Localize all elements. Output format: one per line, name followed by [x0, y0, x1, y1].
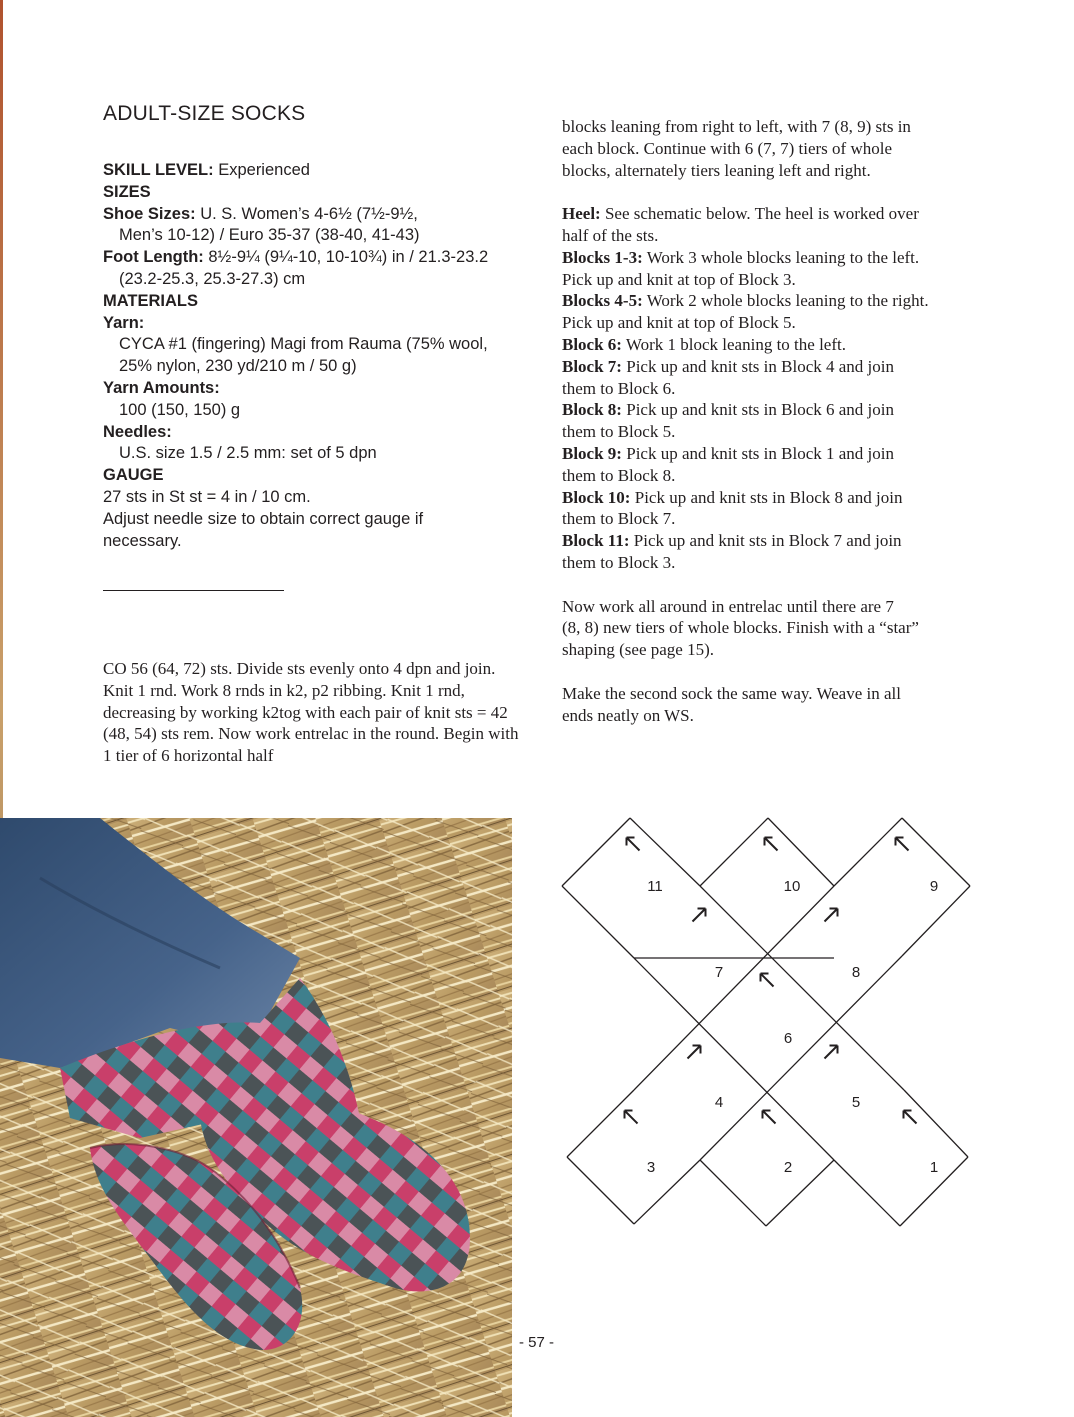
- heel-line: [562, 203, 982, 225]
- continued-line-2: each block. Continue with 6 (7, 7) tiers of whole: [562, 138, 893, 158]
- arrow-up-left-icon: [765, 838, 778, 851]
- intro-paragraph: CO 56 (64, 72) sts. Divide sts evenly onto 4 dpn and join. Knit 1 rnd. Work 8 rnds in k2, p2 ribbing. Knit 1 rnd, decreasing by working k2tog with each pair of knit sts = 42 (48, 54) sts rem. Now work entrelac in the round. Begin with 1 tier of 6 horizontal half: [103, 659, 519, 766]
- materials-heading: [103, 291, 513, 313]
- arrow-up-right-icon: [825, 909, 838, 922]
- needles-value: U.S. size 1.5 / 2.5 mm: set of 5 dpn: [119, 444, 377, 463]
- gauge-value-2: Adjust needle size to obtain correct gauge if: [103, 509, 424, 528]
- pattern-title: ADULT-SIZE SOCKS: [103, 102, 306, 125]
- block-number-label: 11: [647, 878, 663, 895]
- gauge-heading: [103, 465, 513, 487]
- arrow-up-left-icon: [625, 1111, 638, 1124]
- block-7-text: Pick up and knit sts in Block 4 and join: [621, 356, 894, 376]
- schematic-edge: [634, 1160, 700, 1224]
- yarn-amounts-value: 100 (150, 150) g: [119, 400, 241, 419]
- arrow-up-left-icon: [627, 838, 640, 851]
- foot-length-label: Foot Length:: [103, 248, 204, 267]
- block-8-text-2: them to Block 5.: [562, 422, 676, 442]
- blocks-1-3-label: Blocks 1-3:: [562, 247, 643, 267]
- block-number-label: 5: [851, 1094, 861, 1111]
- schematic-edge: [567, 1157, 634, 1224]
- block-11-line: [562, 530, 982, 552]
- block-number-label: 7: [714, 964, 724, 981]
- arrow-up-left-icon: [904, 1111, 917, 1124]
- sizes-heading: [103, 182, 513, 204]
- last-line-2: ends neatly on WS.: [562, 705, 694, 725]
- schematic-edge: [562, 886, 634, 958]
- block-number-label: 9: [929, 878, 939, 895]
- block-8-text: Pick up and knit sts in Block 6 and join: [621, 400, 894, 420]
- arrow-up-left-icon: [763, 1111, 776, 1124]
- shoe-sizes-value: U. S. Women’s 4-6½ (7½-9½,: [195, 204, 418, 223]
- blocks-4-5-line: [562, 290, 982, 312]
- skill-level-value: Experienced: [213, 161, 310, 179]
- block-11-text: Pick up and knit sts in Block 7 and join: [629, 531, 902, 551]
- continued-line-1: blocks leaning from right to left, with 7 (8, 9) sts in: [562, 117, 911, 136]
- paragraph-gap: [562, 661, 982, 683]
- yarn-label-text: Yarn:: [103, 313, 145, 332]
- gauge-value-3: necessary.: [103, 531, 182, 550]
- block-10-label: Block 10:: [562, 487, 631, 507]
- block-7-text-2: them to Block 6.: [562, 378, 676, 398]
- heel-text-1: See schematic below. The heel is worked over: [600, 204, 919, 224]
- needles-label: [103, 422, 513, 444]
- schematic-edge: [904, 1090, 968, 1157]
- schematic-edge: [630, 818, 700, 886]
- block-number-label: 8: [851, 964, 861, 981]
- arrow-up-right-icon: [693, 909, 706, 922]
- block-number-label: 10: [783, 878, 801, 895]
- separator-rule: [103, 590, 284, 591]
- block-6-text: Work 1 block leaning to the left.: [621, 334, 846, 354]
- schematic-edge: [700, 818, 768, 886]
- block-11-label: Block 11:: [562, 531, 630, 551]
- schematic-edge: [562, 818, 630, 886]
- shoe-sizes-value-2: Men’s 10-12) / Euro 35-37 (38-40, 41-43): [119, 226, 420, 245]
- block-9-text: Pick up and knit sts in Block 1 and join: [621, 443, 894, 463]
- schematic-edge: [567, 1090, 634, 1157]
- foot-length-value: 8½-9¼ (9¼-10, 10-10¾) in / 21.3-23.2: [203, 248, 489, 267]
- paragraph-gap: [562, 181, 982, 203]
- block-number-label: 4: [714, 1094, 724, 1111]
- block-9-label: Block 9:: [562, 443, 622, 463]
- last-line-1: Make the second sock the same way. Weave in all: [562, 683, 901, 703]
- heel-text-2: half of the sts.: [562, 225, 659, 245]
- block-number-label: 6: [783, 1030, 793, 1047]
- block-9-line: [562, 443, 982, 465]
- paragraph-gap: [562, 574, 982, 596]
- yarn-label: [103, 313, 513, 335]
- skill-level-line: [103, 160, 513, 182]
- heel-schematic: [550, 810, 990, 1240]
- block-11-text-2: them to Block 3.: [562, 552, 676, 572]
- page-number: - 57 -: [519, 1334, 555, 1351]
- needles-label-text: Needles:: [103, 422, 172, 441]
- yarn-value-2: 25% nylon, 230 yd/210 m / 50 g): [119, 357, 357, 376]
- heel-label: Heel:: [562, 204, 601, 224]
- blocks-4-5-text-2: Pick up and knit at top of Block 5.: [562, 313, 796, 333]
- gauge-value-1: 27 sts in St st = 4 in / 10 cm.: [103, 487, 311, 506]
- block-9-text-2: them to Block 8.: [562, 465, 676, 485]
- skill-level-label: SKILL LEVEL:: [103, 161, 214, 179]
- final-line-1: Now work all around in entrelac until there are 7: [562, 596, 894, 616]
- block-10-line: [562, 487, 982, 509]
- arrow-up-right-icon: [825, 1046, 838, 1059]
- block-number-label: 3: [646, 1159, 656, 1176]
- block-10-text-2: them to Block 7.: [562, 509, 676, 529]
- arrow-up-right-icon: [688, 1046, 701, 1059]
- blocks-4-5-text: Work 2 whole blocks leaning to the right.: [642, 291, 929, 311]
- foot-length-value-2: (23.2-25.3, 25.3-27.3) cm: [119, 269, 306, 288]
- schematic-edge: [834, 1160, 900, 1226]
- final-line-2: (8, 8) new tiers of whole blocks. Finish with a “star”: [562, 618, 919, 638]
- shoe-sizes-label: Shoe Sizes:: [103, 204, 196, 223]
- continued-line-3: blocks, alternately tiers leaning left and right.: [562, 160, 871, 180]
- schematic-edge: [766, 1160, 834, 1226]
- block-6-line: [562, 334, 982, 356]
- pattern-specs: [103, 160, 513, 552]
- schematic-edge: [768, 818, 834, 886]
- blocks-1-3-text: Work 3 whole blocks leaning to the left.: [642, 247, 920, 267]
- blocks-1-3-text-2: Pick up and knit at top of Block 3.: [562, 269, 796, 289]
- sock-photo: [0, 818, 512, 1417]
- blocks-4-5-label: Blocks 4-5:: [562, 291, 643, 311]
- block-8-line: [562, 399, 982, 421]
- block-number-label: 2: [783, 1159, 793, 1176]
- materials-heading-text: MATERIALS: [103, 291, 199, 310]
- blocks-1-3-line: [562, 247, 982, 269]
- block-number-label: 1: [929, 1159, 939, 1176]
- block-10-text: Pick up and knit sts in Block 8 and join: [630, 487, 903, 507]
- arrow-up-left-icon: [761, 974, 774, 987]
- yarn-amounts-label-text: Yarn Amounts:: [103, 378, 220, 397]
- block-8-label: Block 8:: [562, 400, 622, 420]
- sizes-heading-text: SIZES: [103, 182, 151, 201]
- schematic-edge: [902, 886, 970, 956]
- shoe-sizes-line: [103, 204, 513, 226]
- gauge-heading-text: GAUGE: [103, 466, 164, 485]
- final-line-3: shaping (see page 15).: [562, 640, 715, 660]
- instructions-column: [562, 116, 982, 726]
- block-7-line: [562, 356, 982, 378]
- yarn-amounts-label: [103, 378, 513, 400]
- arrow-up-left-icon: [896, 838, 909, 851]
- schematic-edge: [902, 818, 970, 886]
- block-6-label: Block 6:: [562, 334, 622, 354]
- foot-length-line: [103, 247, 513, 269]
- schematic-edge: [700, 1160, 766, 1226]
- schematic-edge: [700, 886, 904, 1090]
- schematic-edge: [834, 818, 902, 886]
- block-7-label: Block 7:: [562, 356, 622, 376]
- yarn-value-1: CYCA #1 (fingering) Magi from Rauma (75% wool,: [119, 335, 488, 354]
